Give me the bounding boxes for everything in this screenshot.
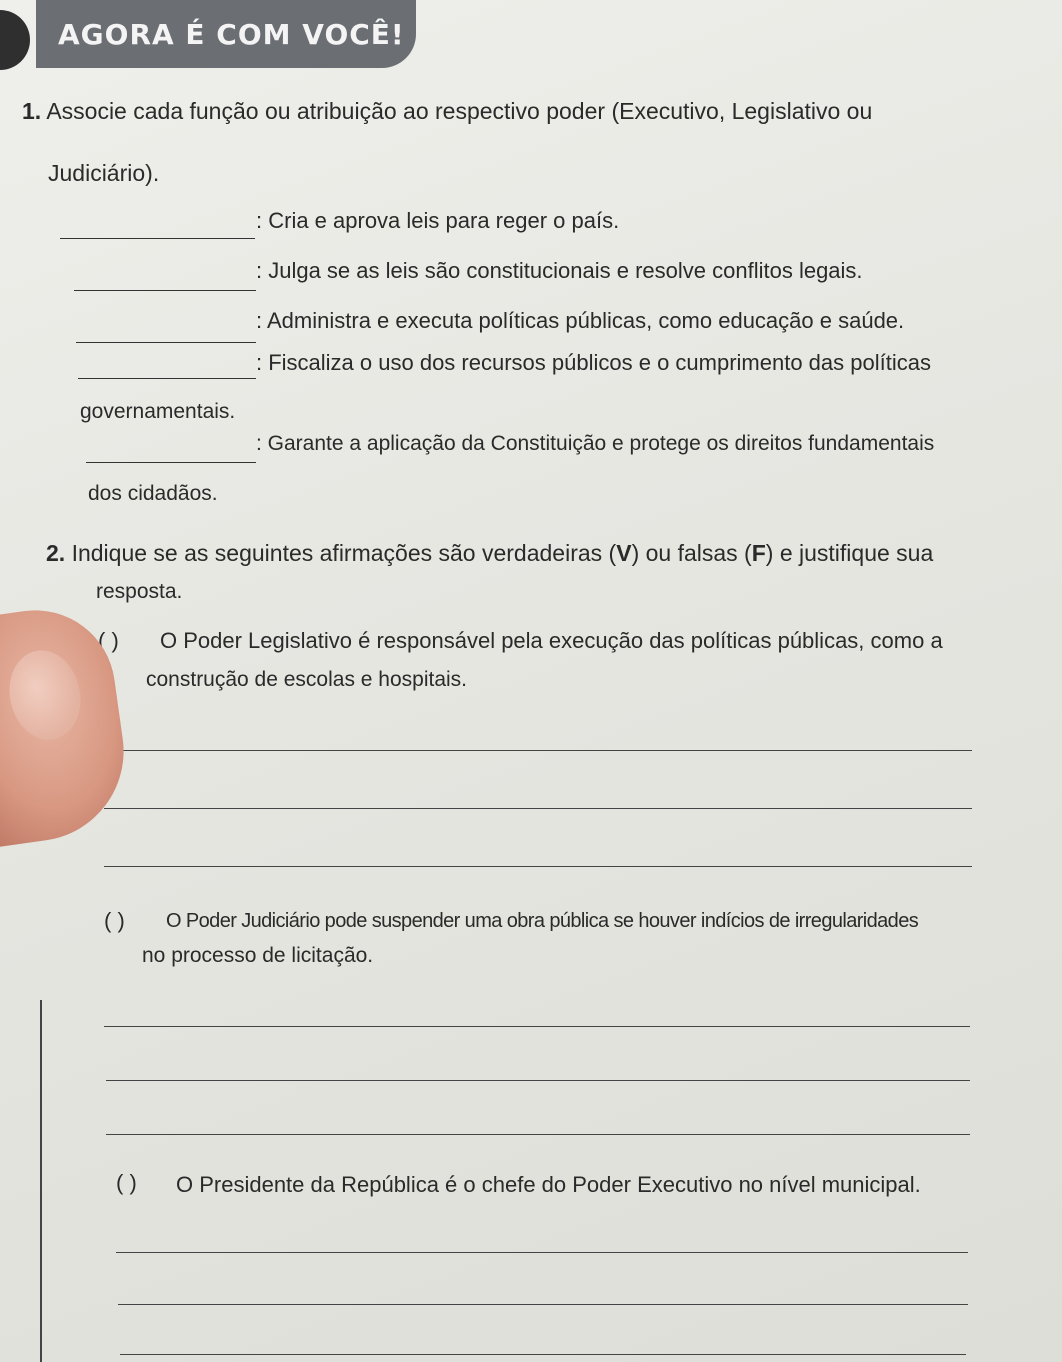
banner-title: AGORA É COM VOCÊ! [58,18,405,51]
page-margin-line [40,1000,42,1362]
statement-1-line1: O Poder Legislativo é responsável pela execução das políticas públicas, como a [160,628,943,653]
q1-line1: Associe cada função ou atribuição ao respectivo poder (Executivo, Legislativo ou [46,98,873,124]
answer-blank-2[interactable] [74,290,256,291]
q1-item-4: : Fiscaliza o uso dos recursos públicos e o cumprimento das políticas [256,350,931,375]
q1-item-1: : Cria e aprova leis para reger o país. [256,208,620,233]
statement-3-line1: O Presidente da República é o chefe do Poder Executivo no nível municipal. [176,1172,921,1197]
answer-line[interactable] [104,750,972,751]
statement-2-line2: no processo de licitação. [142,944,374,967]
answer-blank-3[interactable] [76,342,256,343]
answer-line[interactable] [116,1252,968,1253]
q1-item-4-cont: governamentais. [80,400,236,423]
answer-blank-1[interactable] [60,238,255,239]
statement-1-line2: construção de escolas e hospitais. [146,668,468,691]
answer-blank-5[interactable] [86,462,256,463]
statement-2-checkbox[interactable]: ( ) [104,908,125,933]
q1-item-5: : Garante a aplicação da Constituição e protege os direitos fundamentais [256,432,935,455]
q1-item-2: : Julga se as leis são constitucionais e resolve conflitos legais. [256,258,863,283]
statement-2-line1: O Poder Judiciário pode suspender uma obra pública se houver indícios de irregularidades [166,910,919,932]
q2-number: 2. [46,540,66,566]
corner-decoration [0,10,30,70]
q2-line1-mid: ) ou falsas ( [631,540,752,566]
q1-line2: Judiciário). [48,160,160,186]
q1-item-3: : Administra e executa políticas públicas, como educação e saúde. [256,308,905,333]
true-label: V [616,540,632,566]
q1-prompt [22,98,872,125]
answer-line[interactable] [104,808,972,809]
false-label: F [751,540,766,566]
answer-line[interactable] [106,1134,970,1135]
q1-item-5-cont: dos cidadãos. [88,482,218,505]
q2-line1-pre: Indique se as seguintes afirmações são verdadeiras ( [71,540,617,566]
statement-3-checkbox[interactable]: ( ) [116,1170,137,1195]
statement-1-checkbox[interactable]: ( ) [98,628,119,653]
q2-line1-post: ) e justifique sua [765,540,934,566]
answer-line[interactable] [104,866,972,867]
q2-prompt [46,540,933,567]
q2-line2: resposta. [96,580,183,603]
answer-line[interactable] [118,1304,968,1305]
answer-blank-4[interactable] [78,378,256,379]
answer-line[interactable] [104,1026,970,1027]
answer-line[interactable] [106,1080,970,1081]
q1-number: 1. [22,98,42,124]
answer-line[interactable] [120,1354,966,1355]
